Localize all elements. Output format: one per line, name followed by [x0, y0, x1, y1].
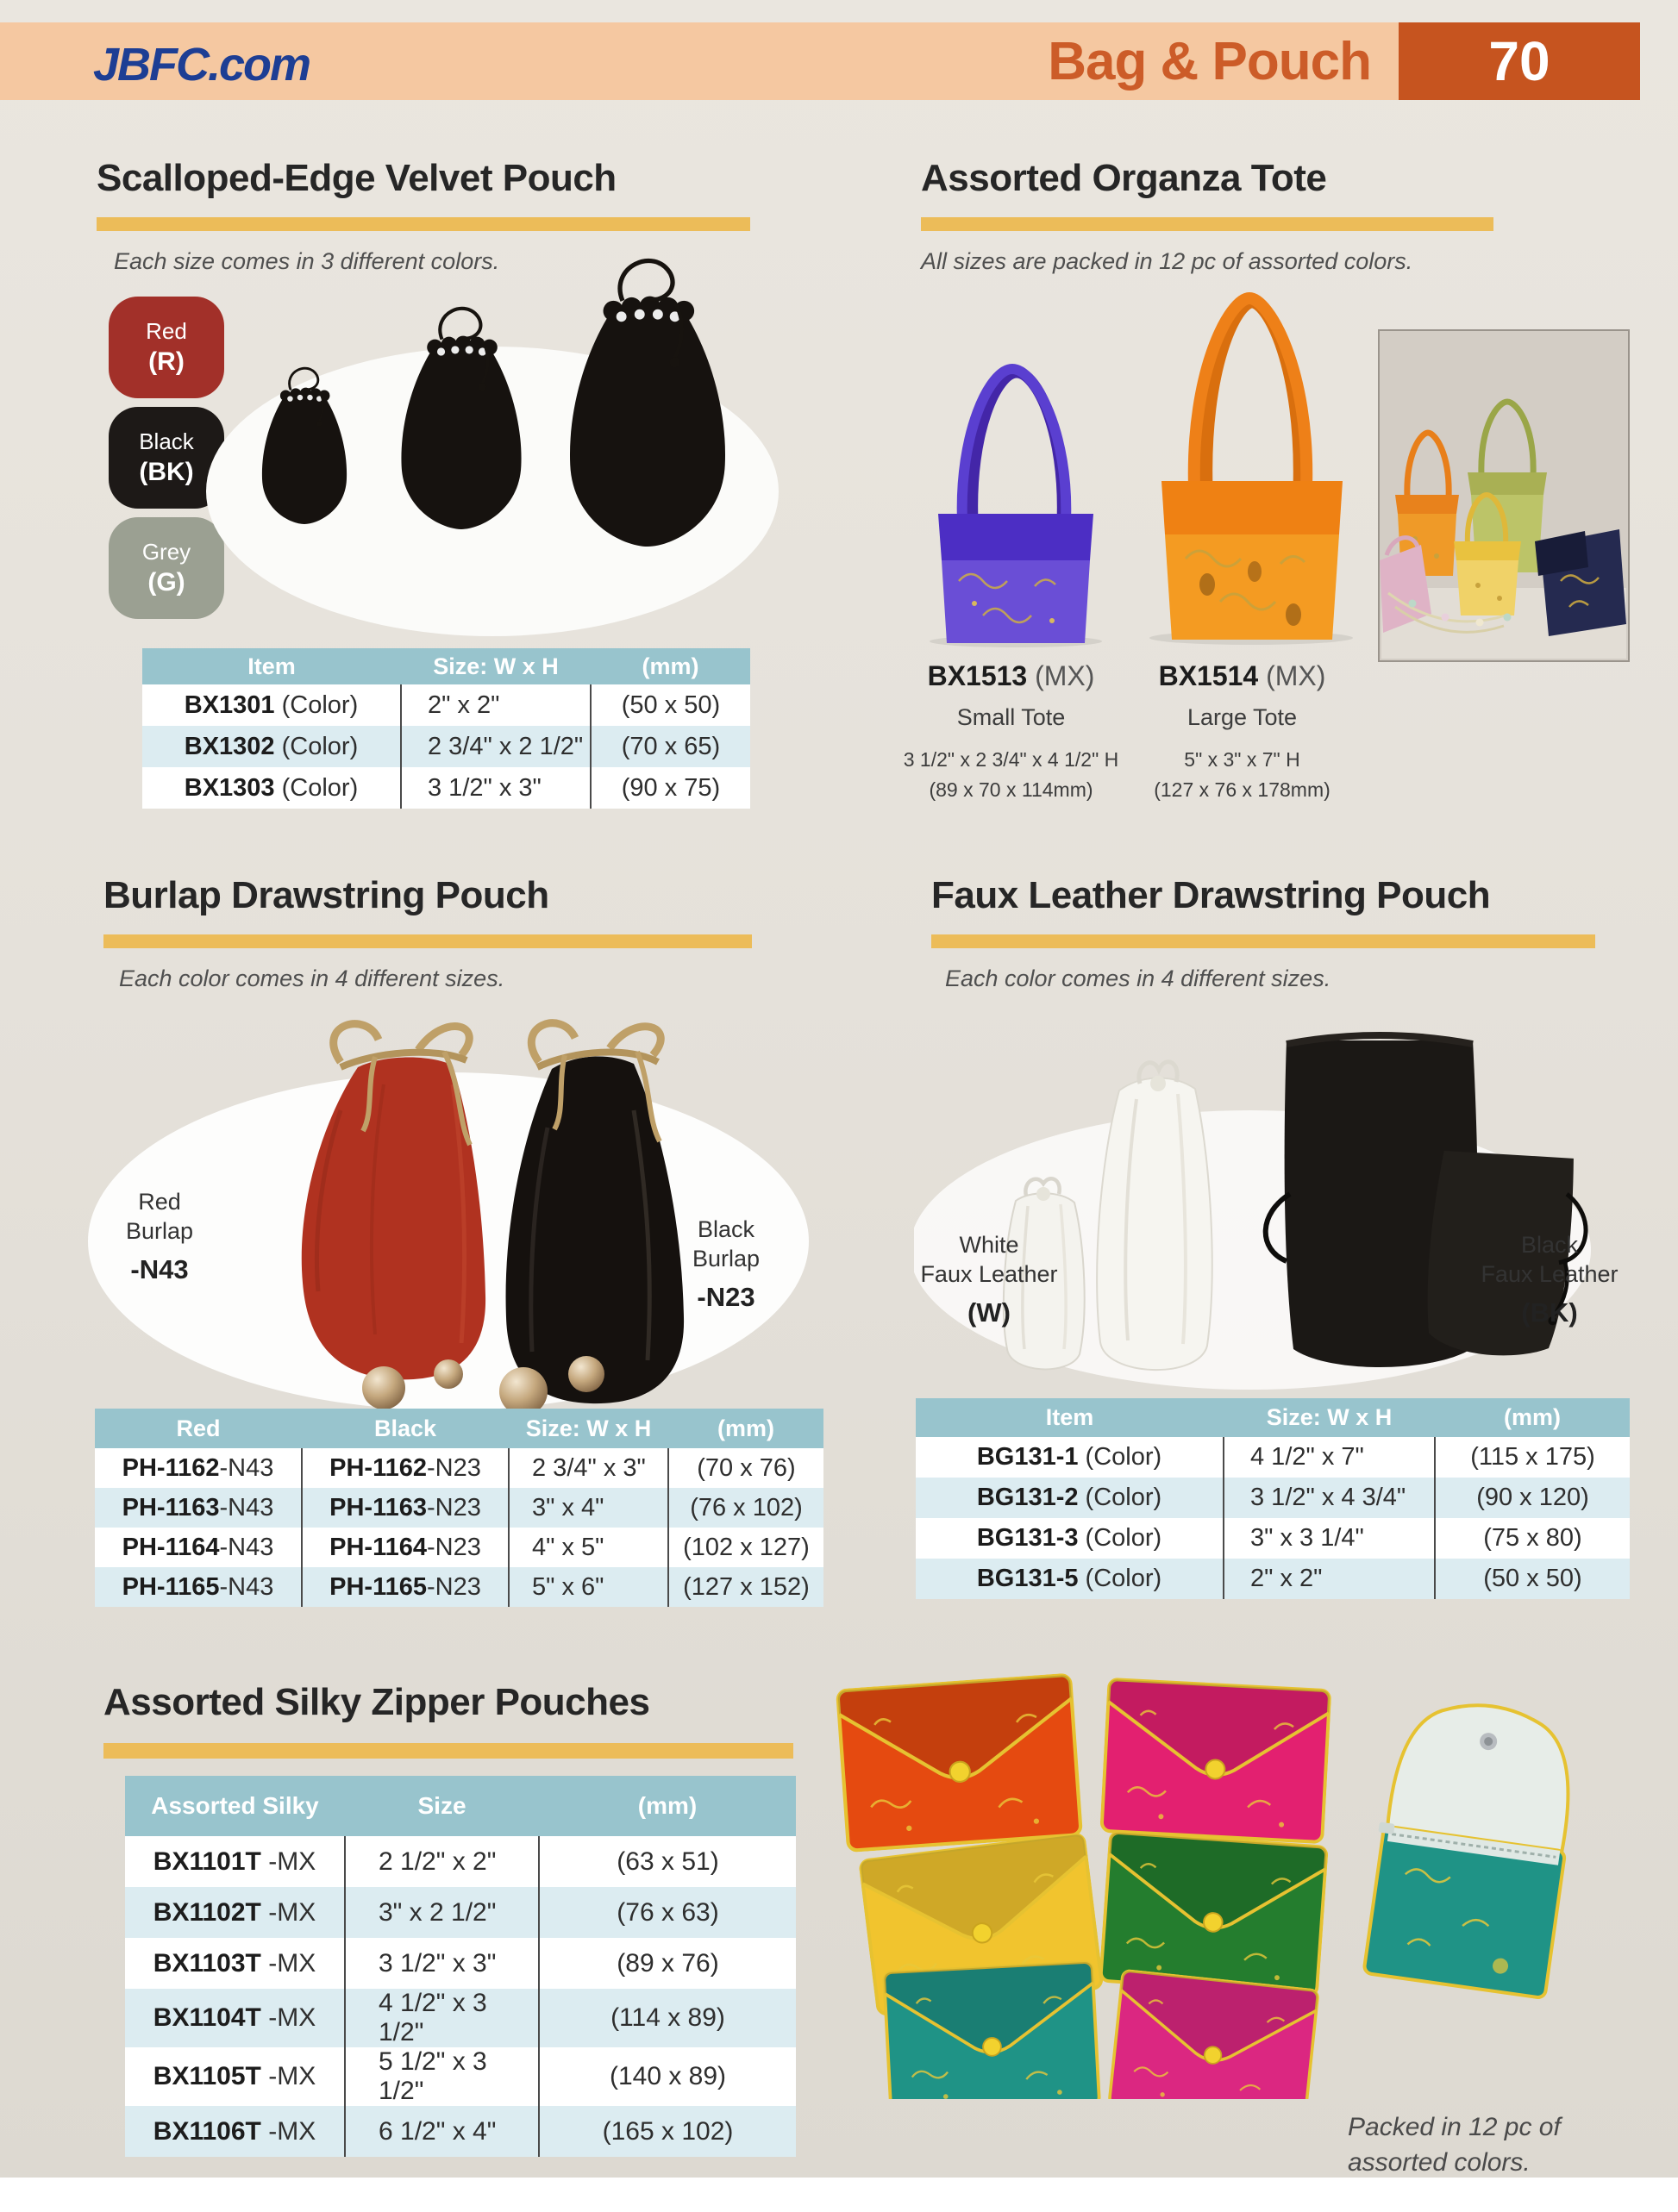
table-row — [916, 1437, 1630, 1478]
silky-packing-caption: Packed in 12 pc of assorted colors. — [1348, 2113, 1561, 2177]
faux-white-label: White Faux Leather (W) — [920, 1232, 1058, 1328]
table-cell: BX1101T -MX — [125, 1836, 345, 1887]
table-row — [95, 1488, 823, 1528]
table-row — [916, 1559, 1630, 1599]
column-header: Item — [916, 1398, 1224, 1437]
column-header: Size: W x H — [1224, 1398, 1435, 1437]
table-cell: (90 x 120) — [1435, 1478, 1630, 1518]
table-cell: 2" x 2" — [401, 684, 591, 726]
product-name: Small Tote — [956, 704, 1066, 730]
table-row — [916, 1478, 1630, 1518]
table-cell: BX1301 (Color) — [142, 684, 401, 726]
table-cell: (70 x 76) — [668, 1448, 823, 1488]
burlap-red-label: Red Burlap -N43 — [125, 1189, 194, 1284]
brand-logo: JBFC.com — [93, 39, 310, 91]
table-cell: 3" x 4" — [509, 1488, 668, 1528]
table-row — [95, 1528, 823, 1567]
column-header: Item — [142, 648, 401, 684]
table-cell: 3 1/2" x 3" — [345, 1938, 539, 1989]
table-cell: PH-1162-N23 — [302, 1448, 509, 1488]
table-cell: 3" x 2 1/2" — [345, 1887, 539, 1938]
column-header: (mm) — [1435, 1398, 1630, 1437]
column-header: Red — [95, 1409, 302, 1448]
column-header: Size: W x H — [509, 1409, 668, 1448]
section-subtitle-burlap: Each color comes in 4 different sizes. — [119, 965, 505, 991]
table-cell: 6 1/2" x 4" — [345, 2106, 539, 2157]
navy-mini-bag — [1535, 529, 1626, 636]
table-cell: PH-1163-N23 — [302, 1488, 509, 1528]
gold-underline — [931, 934, 1595, 948]
table-cell: (140 x 89) — [539, 2047, 796, 2106]
silky-pouches-photo — [819, 1668, 1638, 2099]
section-title-burlap: Burlap Drawstring Pouch — [103, 874, 549, 916]
table-cell: (76 x 63) — [539, 1887, 796, 1938]
gold-underline — [103, 934, 752, 948]
table-row — [125, 2106, 796, 2157]
table-cell: 2" x 2" — [1224, 1559, 1435, 1599]
product-name: Large Tote — [1186, 704, 1298, 730]
table-cell: 5" x 6" — [509, 1567, 668, 1607]
table-cell: (115 x 175) — [1435, 1437, 1630, 1478]
section-subtitle-faux: Each color comes in 4 different sizes. — [945, 965, 1331, 991]
swatch-label: Black — [139, 428, 194, 454]
swatch-label: Red — [146, 318, 187, 344]
table-cell: PH-1163-N43 — [95, 1488, 302, 1528]
table-cell: BX1106T -MX — [125, 2106, 345, 2157]
gold-underline — [921, 217, 1493, 231]
column-header: Black — [302, 1409, 509, 1448]
table-cell: (165 x 102) — [539, 2106, 796, 2157]
table-cell: (63 x 51) — [539, 1836, 796, 1887]
table-cell: 3 1/2" x 4 3/4" — [1224, 1478, 1435, 1518]
table-cell: BG131-2 (Color) — [916, 1478, 1224, 1518]
swatch-code: (G) — [147, 568, 185, 597]
table-cell: BG131-1 (Color) — [916, 1437, 1224, 1478]
column-header: (mm) — [539, 1776, 796, 1836]
table-cell: PH-1165-N23 — [302, 1567, 509, 1607]
purple-tote-photo — [905, 345, 1125, 648]
section-title-faux: Faux Leather Drawstring Pouch — [931, 874, 1491, 916]
faux-black-label: Black Faux Leather (BK) — [1481, 1232, 1619, 1328]
page-title: Bag & Pouch — [1048, 32, 1371, 91]
table-cell: (114 x 89) — [539, 1989, 796, 2047]
burlap-spec-table — [95, 1409, 823, 1607]
table-cell: PH-1164-N43 — [95, 1528, 302, 1567]
swatch-label: Grey — [141, 539, 191, 565]
table-cell: 5 1/2" x 3 1/2" — [345, 2047, 539, 2106]
table-cell: BG131-5 (Color) — [916, 1559, 1224, 1599]
burlap-black-label: Black Burlap -N23 — [692, 1216, 761, 1312]
table-cell: 2 1/2" x 2" — [345, 1836, 539, 1887]
silky-spec-table — [125, 1776, 796, 2157]
gold-underline — [103, 1743, 793, 1759]
velvet-spec-table — [142, 648, 750, 809]
product-info-bx1513 — [897, 660, 1125, 804]
open-silky-pouch — [1358, 1693, 1583, 1998]
table-cell: (70 x 65) — [591, 726, 750, 767]
orange-tote-photo — [1117, 274, 1384, 645]
table-row — [142, 767, 750, 809]
table-cell: PH-1164-N23 — [302, 1528, 509, 1567]
table-cell: BX1303 (Color) — [142, 767, 401, 809]
column-header: Size: W x H — [401, 648, 591, 684]
section-subtitle-organza: All sizes are packed in 12 pc of assorted colors. — [921, 248, 1413, 274]
product-code: BX1514 (MX) — [1158, 660, 1326, 691]
table-cell: 2 3/4" x 2 1/2" — [401, 726, 591, 767]
section-title-velvet: Scalloped-Edge Velvet Pouch — [97, 157, 617, 199]
table-cell: 2 3/4" x 3" — [509, 1448, 668, 1488]
product-dimensions: 5" x 3" x 7" H (127 x 76 x 178mm) — [1154, 748, 1331, 801]
table-row — [125, 2047, 796, 2106]
table-cell: PH-1162-N43 — [95, 1448, 302, 1488]
table-cell: 4 1/2" x 7" — [1224, 1437, 1435, 1478]
table-cell: (89 x 76) — [539, 1938, 796, 1989]
product-info-bx1514 — [1136, 660, 1348, 804]
organza-group-photo — [1378, 329, 1630, 662]
table-cell: (50 x 50) — [591, 684, 750, 726]
table-cell: 3 1/2" x 3" — [401, 767, 591, 809]
table-cell: BG131-3 (Color) — [916, 1518, 1224, 1559]
table-cell: 4" x 5" — [509, 1528, 668, 1567]
table-cell: PH-1165-N43 — [95, 1567, 302, 1607]
faux-spec-table — [916, 1398, 1630, 1599]
column-header: Assorted Silky — [125, 1776, 345, 1836]
section-title-silky: Assorted Silky Zipper Pouches — [103, 1681, 650, 1723]
table-cell: BX1102T -MX — [125, 1887, 345, 1938]
velvet-pouches-photo — [203, 243, 782, 641]
product-dimensions: 3 1/2" x 2 3/4" x 4 1/2" H (89 x 70 x 114mm) — [903, 748, 1119, 801]
table-cell: (50 x 50) — [1435, 1559, 1630, 1599]
gold-underline — [97, 217, 750, 231]
table-row — [125, 1938, 796, 1989]
table-row — [95, 1448, 823, 1488]
section-subtitle-velvet: Each size comes in 3 different colors. — [114, 248, 500, 274]
table-cell: BX1104T -MX — [125, 1989, 345, 2047]
faux-leather-pouches-photo — [914, 987, 1634, 1401]
table-row — [125, 1887, 796, 1938]
table-cell: (75 x 80) — [1435, 1518, 1630, 1559]
table-cell: (127 x 152) — [668, 1567, 823, 1607]
page-number: 70 — [1399, 22, 1640, 100]
table-row — [95, 1567, 823, 1607]
table-row — [916, 1518, 1630, 1559]
table-cell: 4 1/2" x 3 1/2" — [345, 1989, 539, 2047]
product-code: BX1513 (MX) — [927, 660, 1095, 691]
table-cell: BX1105T -MX — [125, 2047, 345, 2106]
column-header: (mm) — [668, 1409, 823, 1448]
column-header: Size — [345, 1776, 539, 1836]
table-row — [142, 684, 750, 726]
swatch-code: (BK) — [139, 458, 194, 486]
swatch-code: (R) — [148, 347, 185, 376]
table-cell: (102 x 127) — [668, 1528, 823, 1567]
table-cell: BX1103T -MX — [125, 1938, 345, 1989]
table-cell: (76 x 102) — [668, 1488, 823, 1528]
column-header: (mm) — [591, 648, 750, 684]
section-title-organza: Assorted Organza Tote — [921, 157, 1327, 199]
table-cell: 3" x 3 1/4" — [1224, 1518, 1435, 1559]
table-cell: BX1302 (Color) — [142, 726, 401, 767]
table-row — [125, 1836, 796, 1887]
table-row — [125, 1989, 796, 2047]
table-cell: (90 x 75) — [591, 767, 750, 809]
table-row — [142, 726, 750, 767]
